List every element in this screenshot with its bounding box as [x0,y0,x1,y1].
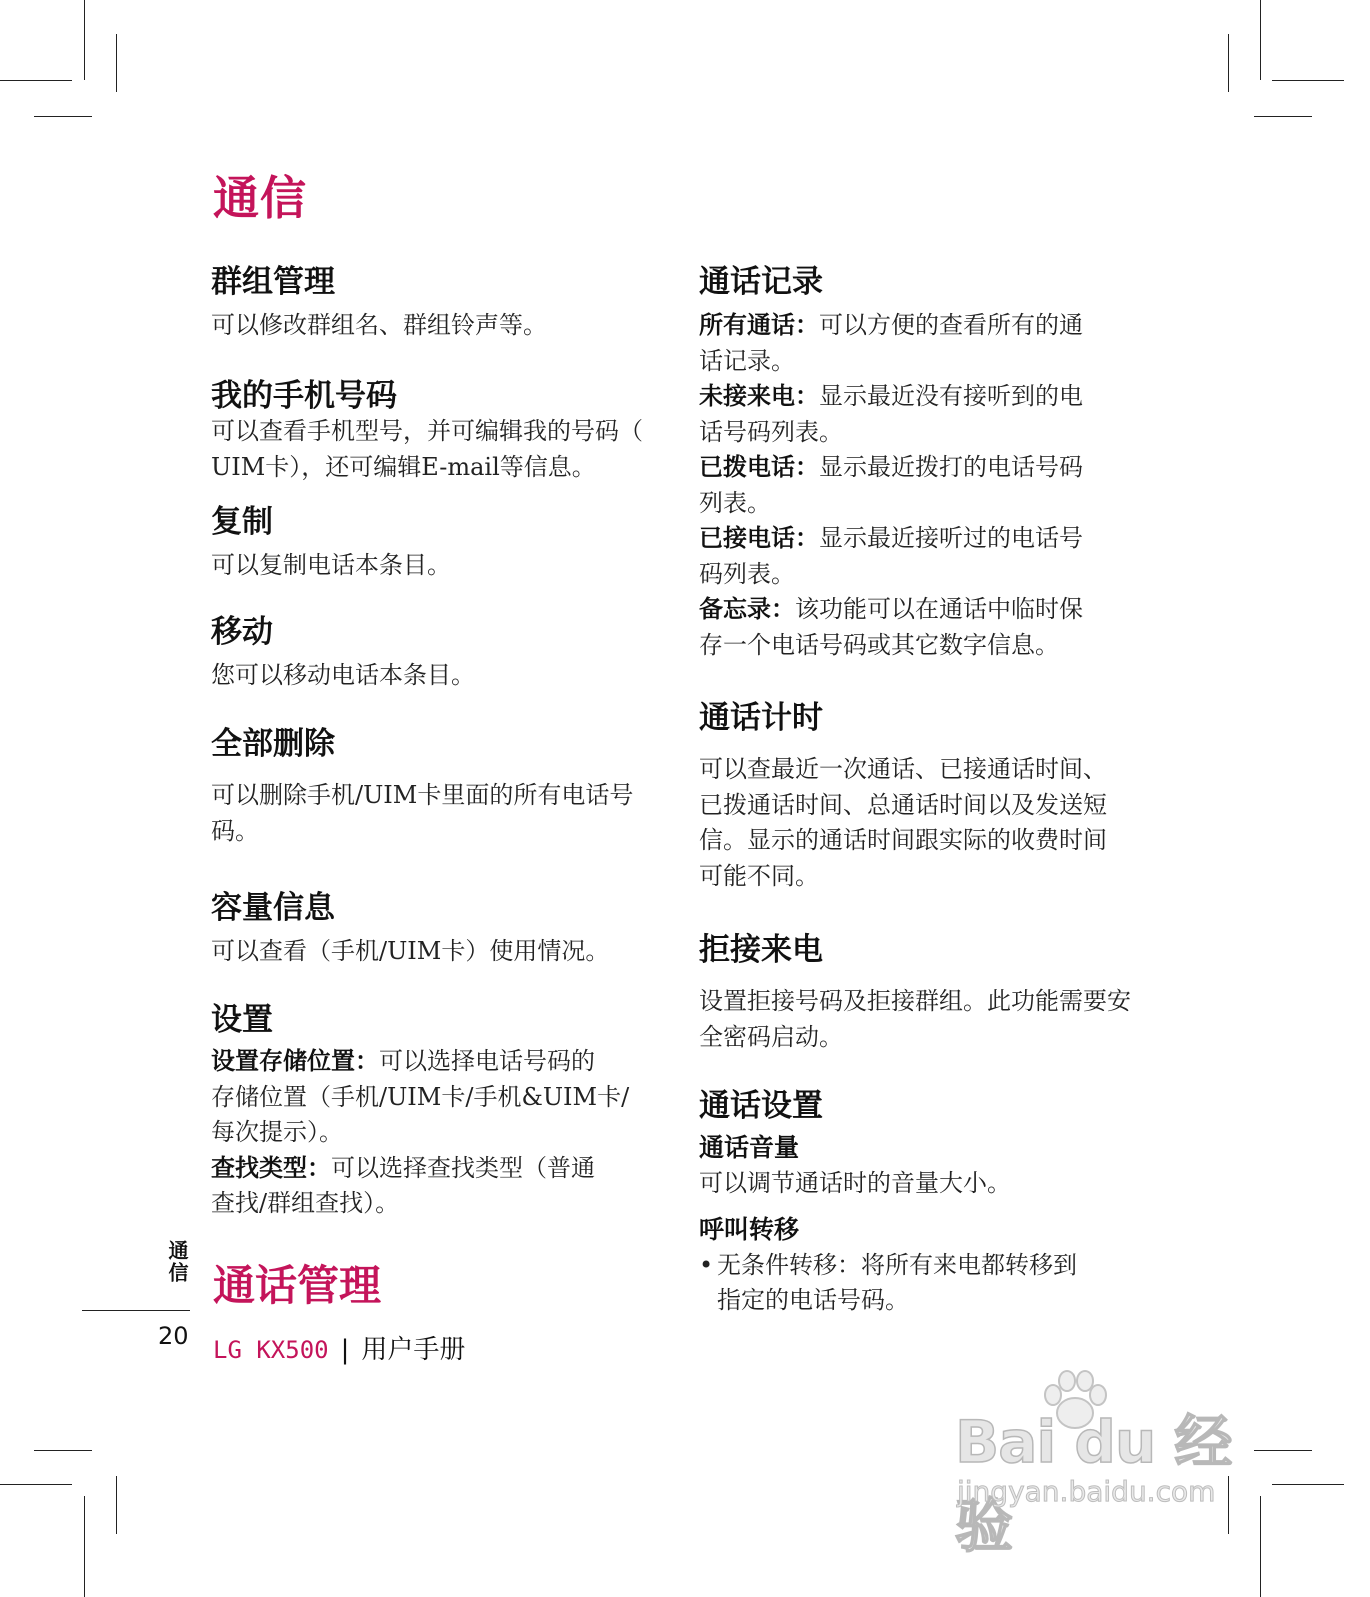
heading-settings: 设置 [211,1002,273,1038]
text-search-line2: 查找/群组查找）。 [211,1189,400,1217]
bullet-icon: • [699,1250,714,1279]
text-call-volume: 可以调节通话时的音量大小。 [699,1169,1011,1197]
heading-move: 移动 [211,614,273,650]
label-received-calls: 已接电话： [699,524,819,552]
crop-mark [1228,34,1229,92]
footer-model: LG KX500 [213,1336,329,1364]
heading-call-volume: 通话音量 [699,1133,800,1162]
text-missed-line2: 话号码列表。 [699,417,843,446]
text-dialed-desc: 显示最近拨打的电话号码 [819,453,1083,481]
heading-call-timer: 通话计时 [699,700,823,736]
text-delete-all-line1: 可以删除手机/UIM卡里面的所有电话号 [211,781,634,809]
footer-separator: | [340,1335,350,1365]
crop-mark [1260,0,1261,80]
section-call-timer [699,698,1159,894]
crop-mark [0,1484,72,1485]
footer [213,1332,465,1368]
section-delete-all [211,724,656,849]
crop-mark [116,1476,117,1534]
section-call-settings [699,1086,1159,1319]
label-search-type: 查找类型： [211,1153,331,1182]
crop-mark [84,0,85,80]
text-call-timer-line1: 可以查最近一次通话、已接通话时间、 [699,755,1107,783]
text-dialed-line1 [699,450,1159,486]
text-reject-line2: 全密码启动。 [699,1022,843,1051]
section-settings [211,1000,656,1222]
heading-delete-all: 全部删除 [211,726,335,762]
text-group-management: 可以修改群组名、群组铃声等。 [211,311,547,339]
section-my-number [211,376,656,485]
text-capacity: 可以查看（手机/UIM卡）使用情况。 [211,937,610,965]
list-item-text [717,1248,1077,1319]
label-all-calls: 所有通话： [699,311,819,339]
text-my-number-line2: UIM卡），还可编辑E-mail等信息。 [211,452,596,481]
text-memo-line1 [699,592,1159,628]
crop-mark [116,34,117,92]
page-title: 通信 [213,171,307,225]
section-move [211,612,656,694]
text-all-calls-line2: 话记录。 [699,346,795,375]
side-tab-label: 通信 [165,1240,189,1284]
section-call-log [699,262,1159,663]
text-copy: 可以复制电话本条目。 [211,551,451,579]
text-call-timer-line4: 可能不同。 [699,861,819,890]
heading-copy: 复制 [211,504,273,540]
text-delete-all-line2: 码。 [211,816,259,845]
text-all-calls-desc: 可以方便的查看所有的通 [819,311,1083,339]
label-memo: 备忘录： [699,595,795,623]
crop-mark [1254,116,1312,117]
text-received-line1 [699,521,1159,557]
text-divert-line2: 指定的电话号码。 [717,1286,909,1314]
text-storage-line1 [211,1044,656,1080]
crop-mark [34,1450,92,1451]
crop-mark [84,1496,85,1597]
label-storage-location: 设置存储位置： [211,1047,379,1075]
text-reject-line1: 设置拒接号码及拒接群组。此功能需要安 [699,987,1131,1015]
section-reject-calls [699,930,1159,1055]
divider [82,1310,190,1311]
section-group-management [211,262,656,344]
baidu-watermark [955,1365,1265,1560]
text-storage-desc: 可以选择电话号码的 [379,1047,595,1075]
text-call-timer-line3: 信。显示的通话时间跟实际的收费时间 [699,826,1107,854]
text-storage-line3: 每次提示）。 [211,1118,343,1146]
text-missed-desc: 显示最近没有接听到的电 [819,382,1083,410]
crop-mark [0,80,72,81]
page-number: 20 [158,1322,189,1350]
text-move: 您可以移动电话本条目。 [211,661,475,689]
heading-call-settings: 通话设置 [699,1088,823,1124]
crop-mark [1272,1484,1344,1485]
text-memo-line2: 存一个电话号码或其它数字信息。 [699,630,1059,659]
right-column [699,0,1159,1597]
text-search-desc: 可以选择查找类型（普通 [331,1153,595,1182]
heading-call-log: 通话记录 [699,264,823,300]
section-capacity [211,888,656,970]
text-storage-line2: 存储位置（手机/UIM卡/手机&UIM卡/ [211,1082,630,1111]
list-item [699,1248,1159,1319]
heading-capacity: 容量信息 [211,890,335,926]
section-title-call-management: 通话管理 [213,1261,382,1310]
watermark-logo: Bai du 经验 [955,1408,1232,1560]
text-search-line1 [211,1151,656,1187]
text-divert-line1: 无条件转移：将所有来电都转移到 [717,1250,1077,1279]
section-copy [211,502,656,584]
text-dialed-line2: 列表。 [699,488,771,517]
crop-mark [34,116,92,117]
watermark-url: jingyan.baidu.com [957,1475,1216,1508]
text-received-desc: 显示最近接听过的电话号 [819,524,1083,552]
label-dialed-calls: 已拨电话： [699,453,819,481]
label-missed-calls: 未接来电： [699,382,819,410]
heading-group-management: 群组管理 [211,264,335,300]
heading-call-divert: 呼叫转移 [699,1214,800,1244]
heading-reject-calls: 拒接来电 [699,932,823,968]
text-all-calls-line1 [699,308,1159,344]
text-memo-desc: 该功能可以在通话中临时保 [795,595,1083,623]
text-received-line2: 码列表。 [699,559,795,588]
footer-manual: 用户手册 [361,1335,466,1365]
text-my-number-line1: 可以查看手机型号，并可编辑我的号码（ [211,417,643,445]
heading-my-number: 我的手机号码 [211,378,397,414]
text-missed-line1 [699,379,1159,415]
crop-mark [1272,80,1344,81]
text-call-timer-line2: 已拨通话时间、总通话时间以及发送短 [699,790,1107,819]
